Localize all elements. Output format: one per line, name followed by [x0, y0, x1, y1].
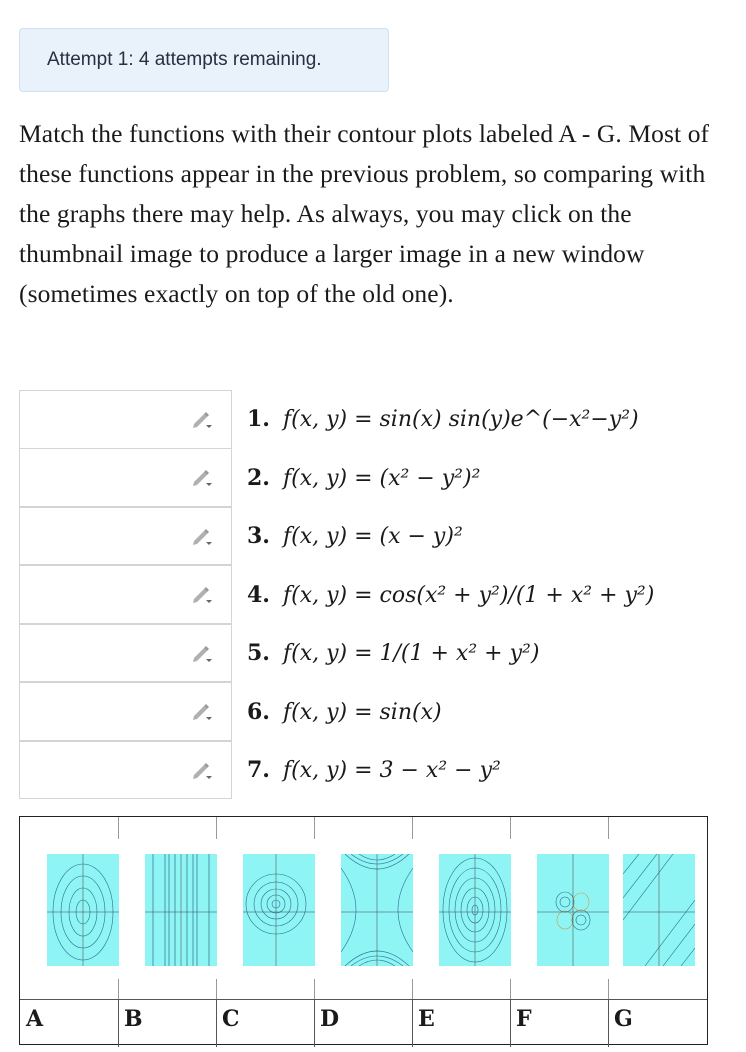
plot-letter-a: A [26, 1006, 44, 1032]
plot-letter-c: C [222, 1006, 240, 1032]
function-number: 4. [247, 581, 270, 608]
contour-plot-d[interactable] [341, 854, 413, 966]
function-expression: f(x, y) = cos(x² + y²)/(1 + x² + y²) [282, 582, 655, 608]
pencil-icon[interactable] [190, 700, 214, 722]
function-number: 3. [247, 523, 270, 550]
plot-letter-e: E [418, 1006, 435, 1032]
function-label [247, 523, 463, 549]
answer-input-3[interactable] [19, 507, 232, 566]
answer-row [19, 741, 729, 800]
contour-plot-g[interactable] [623, 854, 695, 966]
function-label [247, 699, 442, 725]
function-number: 1. [247, 406, 270, 433]
plot-thumbnail-g[interactable] [618, 839, 700, 979]
plot-letter-f: F [516, 1006, 532, 1032]
function-number: 5. [247, 640, 270, 667]
plot-letter-b: B [124, 1006, 143, 1032]
function-label [247, 406, 639, 432]
plot-thumbnail-f[interactable] [532, 839, 614, 979]
function-number: 2. [247, 464, 270, 491]
plot-thumbnail-a[interactable] [42, 839, 124, 979]
answer-row [19, 449, 729, 508]
plot-thumbnail-b[interactable] [140, 839, 222, 979]
answer-input-4[interactable] [19, 565, 232, 624]
answer-row [19, 390, 729, 449]
contour-plots-table [19, 816, 708, 1045]
attempt-text: Attempt 1: 4 attempts remaining. [47, 49, 322, 70]
answer-row [19, 566, 729, 625]
plot-letter-row [20, 999, 707, 1047]
plot-thumbnail-d[interactable] [336, 839, 418, 979]
answer-input-2[interactable] [19, 448, 232, 507]
pencil-icon[interactable] [190, 525, 214, 547]
answer-row [19, 507, 729, 566]
contour-plot-a[interactable] [47, 854, 119, 966]
contour-plot-f[interactable] [537, 854, 609, 966]
plot-letter-d: D [320, 1006, 340, 1032]
pencil-icon[interactable] [190, 583, 214, 605]
plot-thumbnail-e[interactable] [434, 839, 516, 979]
function-expression: f(x, y) = 1/(1 + x² + y²) [282, 641, 540, 667]
function-expression: f(x, y) = sin(x) [282, 699, 442, 725]
answer-row [19, 624, 729, 683]
function-label [247, 465, 480, 491]
function-number: 7. [247, 757, 270, 784]
function-label [247, 757, 501, 783]
answer-input-1[interactable] [19, 390, 232, 449]
function-expression: f(x, y) = sin(x) sin(y)e^(−x²−y²) [282, 407, 639, 433]
function-expression: f(x, y) = 3 − x² − y² [282, 758, 501, 784]
answer-list [19, 390, 729, 800]
contour-plot-b[interactable] [145, 854, 217, 966]
pencil-icon[interactable] [190, 759, 214, 781]
answer-row [19, 683, 729, 742]
plot-letter-g: G [614, 1006, 633, 1032]
function-label [247, 640, 539, 666]
answer-input-7[interactable] [19, 741, 232, 800]
plot-thumbnail-c[interactable] [238, 839, 320, 979]
problem-statement: Match the functions with their contour plots labeled A - G. Most of these functions appear in the previous problem, so comparing with the graphs there may help. As always, you may click on the thumbnail image to produce a larger image in a new window (sometimes exactly on top of the old one). [19, 119, 710, 308]
contour-plot-c[interactable] [243, 854, 315, 966]
function-expression: f(x, y) = (x² − y²)² [282, 465, 481, 491]
pencil-icon[interactable] [190, 408, 214, 430]
pencil-icon[interactable] [190, 642, 214, 664]
function-label [247, 582, 654, 608]
function-expression: f(x, y) = (x − y)² [282, 524, 463, 550]
function-number: 6. [247, 698, 270, 725]
attempt-status [19, 28, 389, 92]
answer-input-6[interactable] [19, 682, 232, 741]
answer-input-5[interactable] [19, 624, 232, 683]
pencil-icon[interactable] [190, 466, 214, 488]
contour-plot-e[interactable] [439, 854, 511, 966]
